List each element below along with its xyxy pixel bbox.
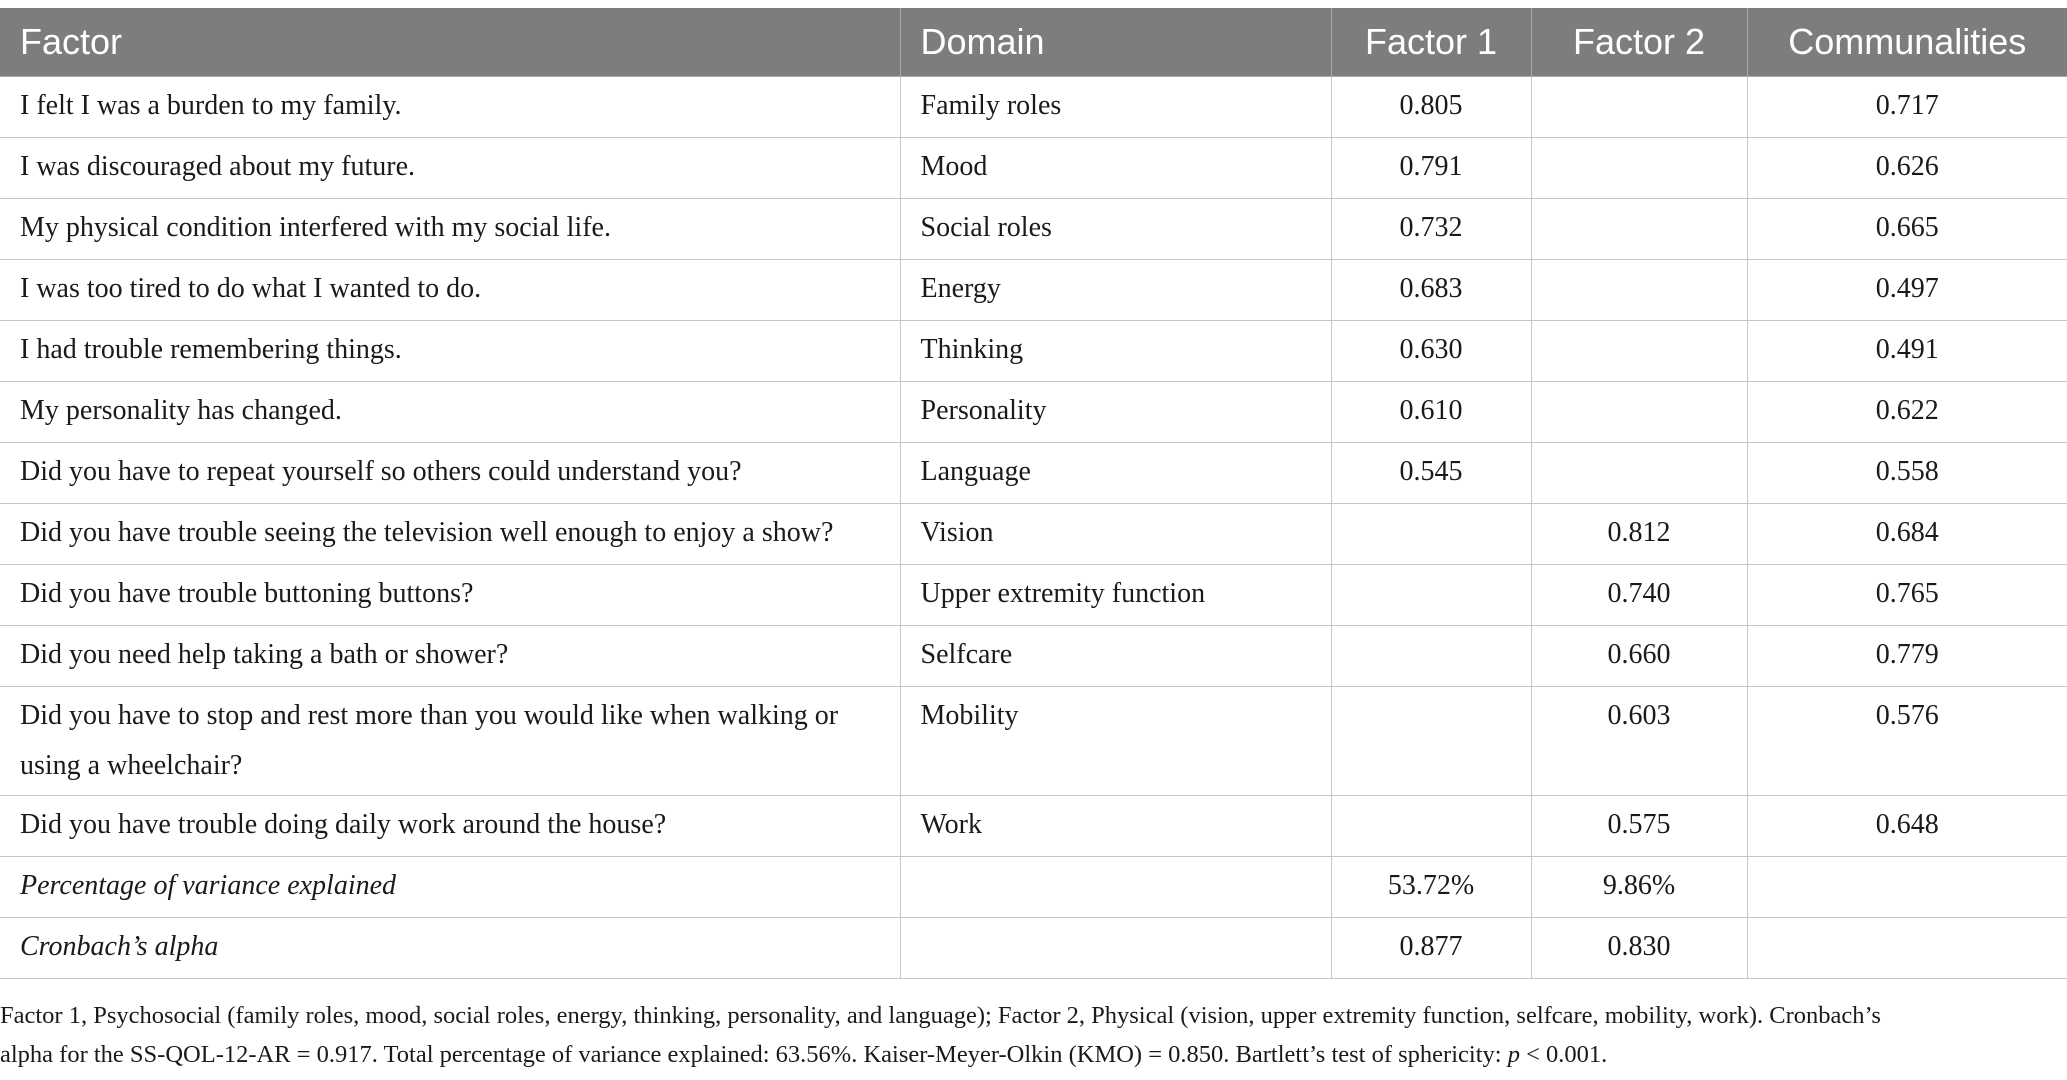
- cell-communality: 0.684: [1747, 504, 2067, 565]
- cell-factor-1: 53.72%: [1331, 857, 1531, 918]
- header-communalities: Communalities: [1747, 8, 2067, 77]
- cell-domain: Vision: [900, 504, 1331, 565]
- cell-communality: 0.622: [1747, 382, 2067, 443]
- cell-factor-1: [1331, 687, 1531, 796]
- cell-factor-2: 0.660: [1531, 626, 1747, 687]
- cell-communality: 0.765: [1747, 565, 2067, 626]
- cell-communality: 0.558: [1747, 443, 2067, 504]
- cell-factor-1: 0.683: [1331, 260, 1531, 321]
- cell-factor-2: [1531, 321, 1747, 382]
- cell-factor-1: 0.630: [1331, 321, 1531, 382]
- cell-domain: Social roles: [900, 199, 1331, 260]
- cell-domain: Upper extremity function: [900, 565, 1331, 626]
- cell-factor-1: 0.791: [1331, 138, 1531, 199]
- cell-item: My personality has changed.: [0, 382, 900, 443]
- cell-summary-label: Cronbach’s alpha: [0, 918, 900, 979]
- cell-communality: 0.626: [1747, 138, 2067, 199]
- cell-item: Did you have trouble doing daily work around the house?: [0, 796, 900, 857]
- header-factor-2: Factor 2: [1531, 8, 1747, 77]
- table-row: [0, 687, 2067, 796]
- cell-item: Did you have to stop and rest more than you would like when walking or using a wheelchair?: [0, 687, 900, 796]
- cell-factor-2: [1531, 260, 1747, 321]
- factor-analysis-table: [0, 8, 2067, 979]
- cell-domain: Personality: [900, 382, 1331, 443]
- footnote-line-2: alpha for the SS-QOL-12-AR = 0.917. Total percentage of variance explained: 63.56%. Kaiser-Meyer-Olkin (KMO) = 0.850. Bartlett’s test of sphericity:: [0, 1041, 1508, 1068]
- table-row: [0, 321, 2067, 382]
- cell-domain: Family roles: [900, 77, 1331, 138]
- cell-factor-1: 0.610: [1331, 382, 1531, 443]
- cell-factor-1: 0.805: [1331, 77, 1531, 138]
- cell-factor-1: [1331, 565, 1531, 626]
- cell-item: I had trouble remembering things.: [0, 321, 900, 382]
- cell-communality: [1747, 918, 2067, 979]
- header-factor-1: Factor 1: [1331, 8, 1531, 77]
- table-row: [0, 626, 2067, 687]
- cell-factor-2: 0.812: [1531, 504, 1747, 565]
- header-domain: Domain: [900, 8, 1331, 77]
- cell-factor-2: [1531, 443, 1747, 504]
- cell-domain: Mood: [900, 138, 1331, 199]
- cell-communality: 0.665: [1747, 199, 2067, 260]
- table-row: [0, 443, 2067, 504]
- cell-factor-2: [1531, 138, 1747, 199]
- header-row: [0, 8, 2067, 77]
- cell-factor-1: [1331, 504, 1531, 565]
- table-footnote: [0, 996, 2060, 1074]
- cell-communality: 0.779: [1747, 626, 2067, 687]
- cell-factor-1: 0.877: [1331, 918, 1531, 979]
- footnote-p-symbol: p: [1507, 1041, 1520, 1068]
- cell-item: I felt I was a burden to my family.: [0, 77, 900, 138]
- table-row: [0, 138, 2067, 199]
- cell-factor-2: 9.86%: [1531, 857, 1747, 918]
- cell-communality: 0.491: [1747, 321, 2067, 382]
- table-body: [0, 77, 2067, 979]
- cell-communality: [1747, 857, 2067, 918]
- cell-factor-1: 0.545: [1331, 443, 1531, 504]
- cell-domain: Mobility: [900, 687, 1331, 796]
- table-row: [0, 382, 2067, 443]
- cell-factor-2: 0.603: [1531, 687, 1747, 796]
- cell-item: My physical condition interfered with my social life.: [0, 199, 900, 260]
- cell-domain: Energy: [900, 260, 1331, 321]
- cell-domain: [900, 918, 1331, 979]
- cell-factor-2: [1531, 77, 1747, 138]
- footnote-line-1: Factor 1, Psychosocial (family roles, mood, social roles, energy, thinking, personality, and language); Factor 2, Physical (vision, upper extremity function, selfcare, mobility, work). Cronbach’s: [0, 1002, 1881, 1029]
- cell-communality: 0.648: [1747, 796, 2067, 857]
- cell-item: I was too tired to do what I wanted to do.: [0, 260, 900, 321]
- table-row: [0, 796, 2067, 857]
- cell-domain: Work: [900, 796, 1331, 857]
- cell-factor-1: [1331, 626, 1531, 687]
- cell-summary-label: Percentage of variance explained: [0, 857, 900, 918]
- cell-factor-2: [1531, 199, 1747, 260]
- cell-factor-2: [1531, 382, 1747, 443]
- cell-factor-2: 0.575: [1531, 796, 1747, 857]
- footnote-line-2-end: < 0.001.: [1519, 1041, 1608, 1068]
- cell-factor-1: 0.732: [1331, 199, 1531, 260]
- table-row: [0, 199, 2067, 260]
- factor-analysis-table-container: [0, 8, 2067, 979]
- table-row: [0, 77, 2067, 138]
- table-row: [0, 260, 2067, 321]
- cell-domain: Thinking: [900, 321, 1331, 382]
- cell-item: Did you need help taking a bath or shower?: [0, 626, 900, 687]
- cell-communality: 0.576: [1747, 687, 2067, 796]
- table-row: [0, 565, 2067, 626]
- cell-domain: [900, 857, 1331, 918]
- table-header: [0, 8, 2067, 77]
- table-row: [0, 504, 2067, 565]
- cell-domain: Selfcare: [900, 626, 1331, 687]
- cell-domain: Language: [900, 443, 1331, 504]
- cell-communality: 0.717: [1747, 77, 2067, 138]
- cell-factor-1: [1331, 796, 1531, 857]
- cell-communality: 0.497: [1747, 260, 2067, 321]
- header-factor: Factor: [0, 8, 900, 77]
- cell-item: I was discouraged about my future.: [0, 138, 900, 199]
- cell-factor-2: 0.740: [1531, 565, 1747, 626]
- summary-row-variance: [0, 857, 2067, 918]
- cell-item: Did you have trouble buttoning buttons?: [0, 565, 900, 626]
- cell-item: Did you have to repeat yourself so others could understand you?: [0, 443, 900, 504]
- cell-factor-2: 0.830: [1531, 918, 1747, 979]
- summary-row-alpha: [0, 918, 2067, 979]
- cell-item: Did you have trouble seeing the television well enough to enjoy a show?: [0, 504, 900, 565]
